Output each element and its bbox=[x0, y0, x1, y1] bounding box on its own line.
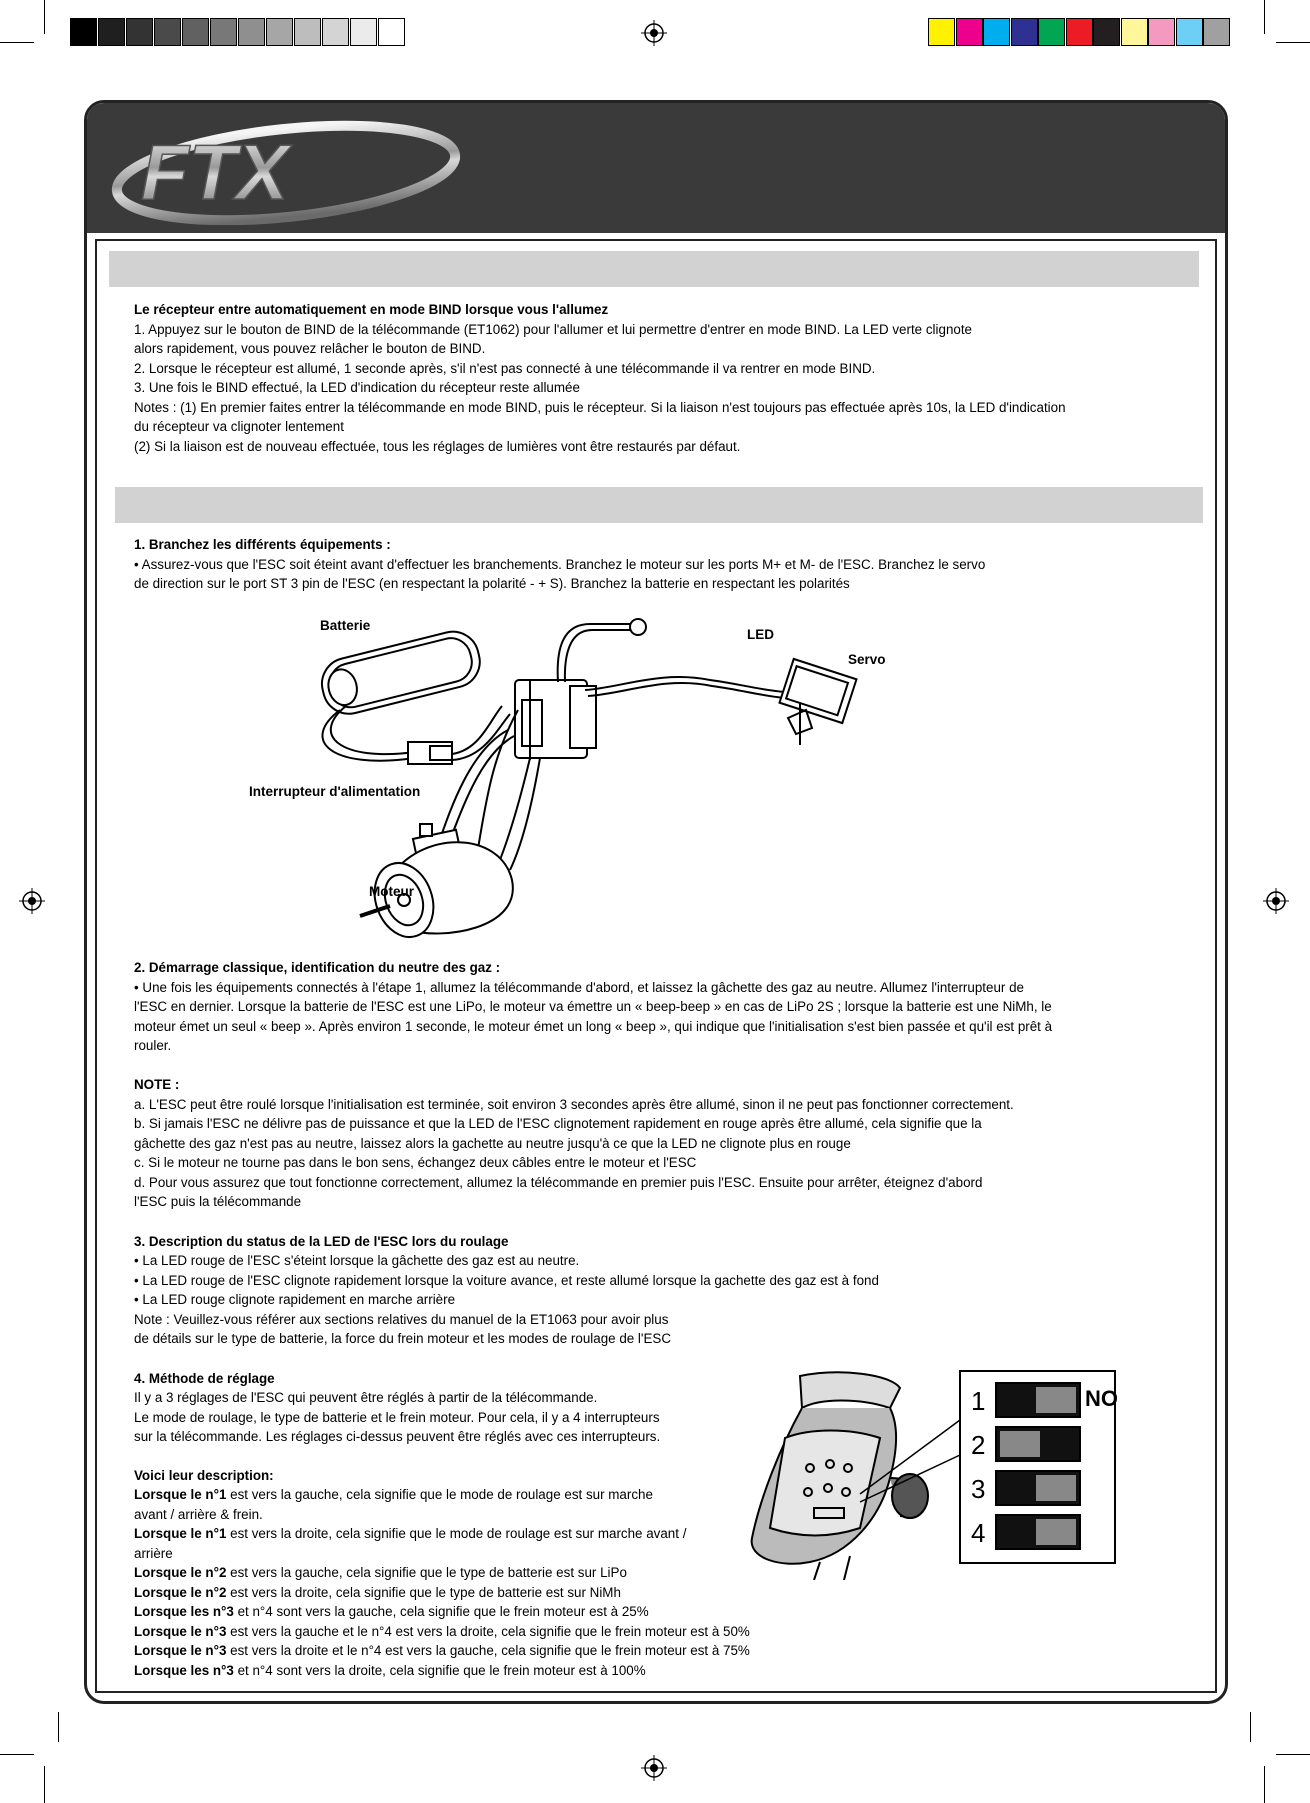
step4-item-text: est vers la gauche, cela signifie que le mode de roulage est sur marche bbox=[226, 1487, 653, 1502]
dip-switch-number: 4 bbox=[971, 1518, 986, 1548]
crop-mark bbox=[1250, 1712, 1251, 1742]
bind-line: Notes : (1) En premier faites entrer la télécommande en mode BIND, puis le récepteur. Si la liaison n'est toujours pas effectuée après 10s, la LED d'indication bbox=[134, 400, 1066, 415]
section-header-bar bbox=[109, 251, 1199, 287]
callout-lines bbox=[855, 1410, 965, 1520]
dip-switch bbox=[995, 1470, 1081, 1506]
step3-line: de détails sur le type de batterie, la force du frein moteur et les modes de roulage de l'ESC bbox=[134, 1331, 671, 1346]
step4-item-bold: Lorsque le n°2 bbox=[134, 1565, 227, 1580]
dip-switch bbox=[995, 1426, 1081, 1462]
step3-line: Note : Veuillez-vous référer aux sections relatives du manuel de la ET1063 pour avoir plus bbox=[134, 1312, 669, 1327]
dip-switch bbox=[995, 1382, 1081, 1418]
dip-switch-slider bbox=[1036, 1387, 1076, 1413]
registration-mark-icon bbox=[19, 888, 45, 914]
note-line: d. Pour vous assurez que tout fonctionne correctement, allumez la télécommande en premier puis l'ESC. Ensuite pour arrêter, éteignez d'abord bbox=[134, 1175, 983, 1190]
color-swatch bbox=[70, 18, 97, 46]
color-swatch bbox=[322, 18, 349, 46]
servo bbox=[780, 659, 857, 745]
step4-item-text: arrière bbox=[134, 1545, 173, 1561]
color-swatch bbox=[154, 18, 181, 46]
step4-item-text: est vers la droite, cela signifie que le mode de roulage est sur marche avant / bbox=[226, 1526, 687, 1541]
step4-item-bold: Lorsque le n°3 bbox=[134, 1643, 227, 1658]
color-swatch bbox=[983, 18, 1010, 46]
step4-item bbox=[134, 1544, 173, 1564]
crop-mark bbox=[58, 1712, 59, 1742]
section-header-bar bbox=[115, 487, 1203, 523]
crop-mark bbox=[1264, 1766, 1265, 1803]
dip-switch-slider bbox=[1036, 1475, 1076, 1501]
logo-text: FTX bbox=[141, 128, 289, 216]
note-line: c. Si le moteur ne tourne pas dans le bon sens, échangez deux câbles entre le moteur et l'ESC bbox=[134, 1155, 697, 1170]
bind-line: 2. Lorsque le récepteur est allumé, 1 seconde après, s'il n'est pas connecté à une télécommande il va rentrer en mode BIND. bbox=[134, 361, 876, 376]
step3-line: • La LED rouge de l'ESC s'éteint lorsque la gâchette des gaz est au neutre. bbox=[134, 1253, 580, 1268]
color-swatch bbox=[1176, 18, 1203, 46]
dip-switch-number: 3 bbox=[971, 1474, 986, 1504]
dip-switch bbox=[995, 1514, 1081, 1550]
step4-intro: Il y a 3 réglages de l'ESC qui peuvent être réglés à partir de la télécommande. bbox=[134, 1390, 598, 1405]
power-switch-label: Interrupteur d'alimentation bbox=[249, 784, 421, 799]
crop-mark bbox=[1264, 0, 1265, 34]
step4-item bbox=[134, 1602, 649, 1622]
step3-line: • La LED rouge clignote rapidement en marche arrière bbox=[134, 1292, 456, 1307]
step4-item-bold: Lorsque les n°3 bbox=[134, 1604, 234, 1619]
step1-line: de direction sur le port ST 3 pin de l'ESC (en respectant la polarité - + S). Branchez la batterie en respectant les polarités bbox=[134, 576, 850, 591]
crop-mark bbox=[1276, 42, 1310, 43]
color-swatch bbox=[294, 18, 321, 46]
step3-title: 3. Description du status de la LED de l'ESC lors du roulage bbox=[134, 1234, 509, 1249]
color-swatch bbox=[350, 18, 377, 46]
esc-body bbox=[515, 680, 596, 760]
color-swatch bbox=[98, 18, 125, 46]
step1-line: • Assurez-vous que l'ESC soit éteint avant d'effectuer les branchements. Branchez le moteur sur les ports M+ et M- de l'ESC. Branchez le servo bbox=[134, 557, 986, 572]
step4-item-text: avant / arrière & frein. bbox=[134, 1506, 263, 1522]
step4-item bbox=[134, 1622, 750, 1642]
bind-line: 1. Appuyez sur le bouton de BIND de la télécommande (ET1062) pour l'allumer et lui permettre d'entrer en mode BIND. La LED verte clignote bbox=[134, 322, 972, 337]
step2-title: 2. Démarrage classique, identification du neutre des gaz : bbox=[134, 960, 501, 975]
color-swatch bbox=[266, 18, 293, 46]
step1-title: 1. Branchez les différents équipements : bbox=[134, 537, 391, 552]
step2-line: • Une fois les équipements connectés à l'étape 1, allumez la télécommande d'abord, et laissez la gâchette des gaz au neutre. Allumez l'interrupteur de bbox=[134, 980, 1024, 995]
crop-mark bbox=[44, 1766, 45, 1803]
color-swatch bbox=[1011, 18, 1038, 46]
color-swatch bbox=[1038, 18, 1065, 46]
bind-line: (2) Si la liaison est de nouveau effectuée, tous les réglages de lumières vont être restaurés par défaut. bbox=[134, 439, 741, 454]
step4-item bbox=[134, 1485, 653, 1505]
crop-mark bbox=[1276, 1754, 1310, 1755]
step4-item-bold: Lorsque le n°2 bbox=[134, 1584, 227, 1600]
color-swatch bbox=[126, 18, 153, 46]
color-swatch bbox=[1066, 18, 1093, 46]
dip-switch-panel bbox=[959, 1370, 1116, 1564]
registration-mark-icon bbox=[641, 1755, 667, 1781]
step4-item bbox=[134, 1505, 263, 1525]
color-swatch bbox=[1093, 18, 1120, 46]
color-swatch bbox=[182, 18, 209, 46]
step2-line: rouler. bbox=[134, 1038, 172, 1053]
step4-item-text: est vers la gauche et le n°4 est vers la droite, cela signifie que le frein moteur est à 50% bbox=[226, 1623, 750, 1639]
step4-item-bold: Lorsque le n°3 bbox=[134, 1623, 227, 1639]
step4-title: 4. Méthode de réglage bbox=[134, 1371, 275, 1386]
bind-line: alors rapidement, vous pouvez relâcher le bouton de BIND. bbox=[134, 341, 486, 356]
step4-item bbox=[134, 1563, 627, 1583]
note-title: NOTE : bbox=[134, 1077, 180, 1092]
note-line: l'ESC puis la télécommande bbox=[134, 1194, 302, 1209]
motor-label: Moteur bbox=[369, 884, 414, 899]
color-swatch bbox=[378, 18, 405, 46]
dip-switch-on-label: NO bbox=[1085, 1386, 1118, 1411]
led-label: LED bbox=[747, 627, 774, 642]
step3-line: • La LED rouge de l'ESC clignote rapidement lorsque la voiture avance, et reste allumé lorsque la gachette des gaz est à fond bbox=[134, 1273, 879, 1288]
dip-switch-slider bbox=[1000, 1431, 1040, 1457]
step4-intro: Le mode de roulage, le type de batterie et le frein moteur. Pour cela, il y a 4 interrupteurs bbox=[134, 1410, 660, 1425]
header-bar bbox=[87, 103, 1225, 233]
color-swatch bbox=[238, 18, 265, 46]
crop-mark bbox=[44, 0, 45, 34]
step4-item-bold: Lorsque les n°3 bbox=[134, 1662, 234, 1678]
color-swatch bbox=[956, 18, 983, 46]
registration-mark-icon bbox=[1263, 888, 1289, 914]
color-swatch bbox=[928, 18, 955, 46]
dip-switch-number: 1 bbox=[971, 1386, 986, 1416]
wiring-diagram bbox=[240, 610, 920, 940]
bind-line: du récepteur va clignoter lentement bbox=[134, 419, 344, 434]
bind-title: Le récepteur entre automatiquement en mode BIND lorsque vous l'allumez bbox=[134, 302, 609, 317]
bind-line: 3. Une fois le BIND effectué, la LED d'indication du récepteur reste allumée bbox=[134, 380, 580, 395]
color-swatch bbox=[1203, 18, 1230, 46]
step4-item bbox=[134, 1524, 686, 1544]
battery-label: Batterie bbox=[320, 618, 371, 633]
crop-mark bbox=[0, 42, 34, 43]
color-swatch bbox=[1148, 18, 1175, 46]
step4-item bbox=[134, 1661, 646, 1681]
step4-item-text: est vers la droite et le n°4 est vers la gauche, cela signifie que le frein moteur est à 75% bbox=[226, 1643, 750, 1658]
dip-switch-slider bbox=[1036, 1519, 1076, 1545]
crop-mark bbox=[0, 1754, 34, 1755]
step4-item-text: est vers la gauche, cela signifie que le type de batterie est sur LiPo bbox=[226, 1565, 627, 1580]
step4-item bbox=[134, 1641, 750, 1661]
step4-intro: sur la télécommande. Les réglages ci-dessus peuvent être réglés avec ces interrupteurs. bbox=[134, 1429, 661, 1444]
step4-item-bold: Lorsque le n°1 bbox=[134, 1526, 227, 1541]
step4-item-text: est vers la droite, cela signifie que le type de batterie est sur NiMh bbox=[226, 1584, 621, 1600]
step2-line: moteur émet un seul « beep ». Après environ 1 seconde, le moteur émet un long « beep », qui indique que l'initialisation s'est bien passée et qu'il est prêt à bbox=[134, 1019, 1053, 1034]
step4-item-text: et n°4 sont vers la gauche, cela signifie que le frein moteur est à 25% bbox=[233, 1604, 649, 1619]
color-swatch bbox=[210, 18, 237, 46]
registration-mark-icon bbox=[641, 20, 667, 46]
note-line: gâchette des gaz n'est pas au neutre, laissez alors la gachette au neutre jusqu'à ce que la LED ne clignote plus en rouge bbox=[134, 1136, 851, 1151]
servo-label: Servo bbox=[848, 652, 886, 667]
step4-item-text: et n°4 sont vers la droite, cela signifie que le frein moteur est à 100% bbox=[233, 1662, 646, 1678]
note-line: b. Si jamais l'ESC ne délivre pas de puissance et que la LED de l'ESC clignotement rapidement en rouge après être allumé, cela signifie que la bbox=[134, 1116, 982, 1131]
step4-item-bold: Lorsque le n°1 bbox=[134, 1487, 227, 1502]
step4-item bbox=[134, 1583, 621, 1603]
note-line: a. L'ESC peut être roulé lorsque l'initialisation est terminée, soit environ 3 secondes après être allumé, sinon il ne peut pas fonctionner correctement. bbox=[134, 1097, 1014, 1112]
ftx-logo bbox=[101, 117, 481, 225]
battery-pack bbox=[316, 626, 485, 719]
step2-line: l'ESC en dernier. Lorsque la batterie de l'ESC est une LiPo, le moteur va émettre un « beep-beep » en cas de LiPo 2S ; lorsque la batterie est une NiMh, le bbox=[134, 999, 1052, 1014]
dip-switch-number: 2 bbox=[971, 1430, 986, 1460]
step4-desc-title: Voici leur description: bbox=[134, 1468, 274, 1483]
color-swatch bbox=[1121, 18, 1148, 46]
